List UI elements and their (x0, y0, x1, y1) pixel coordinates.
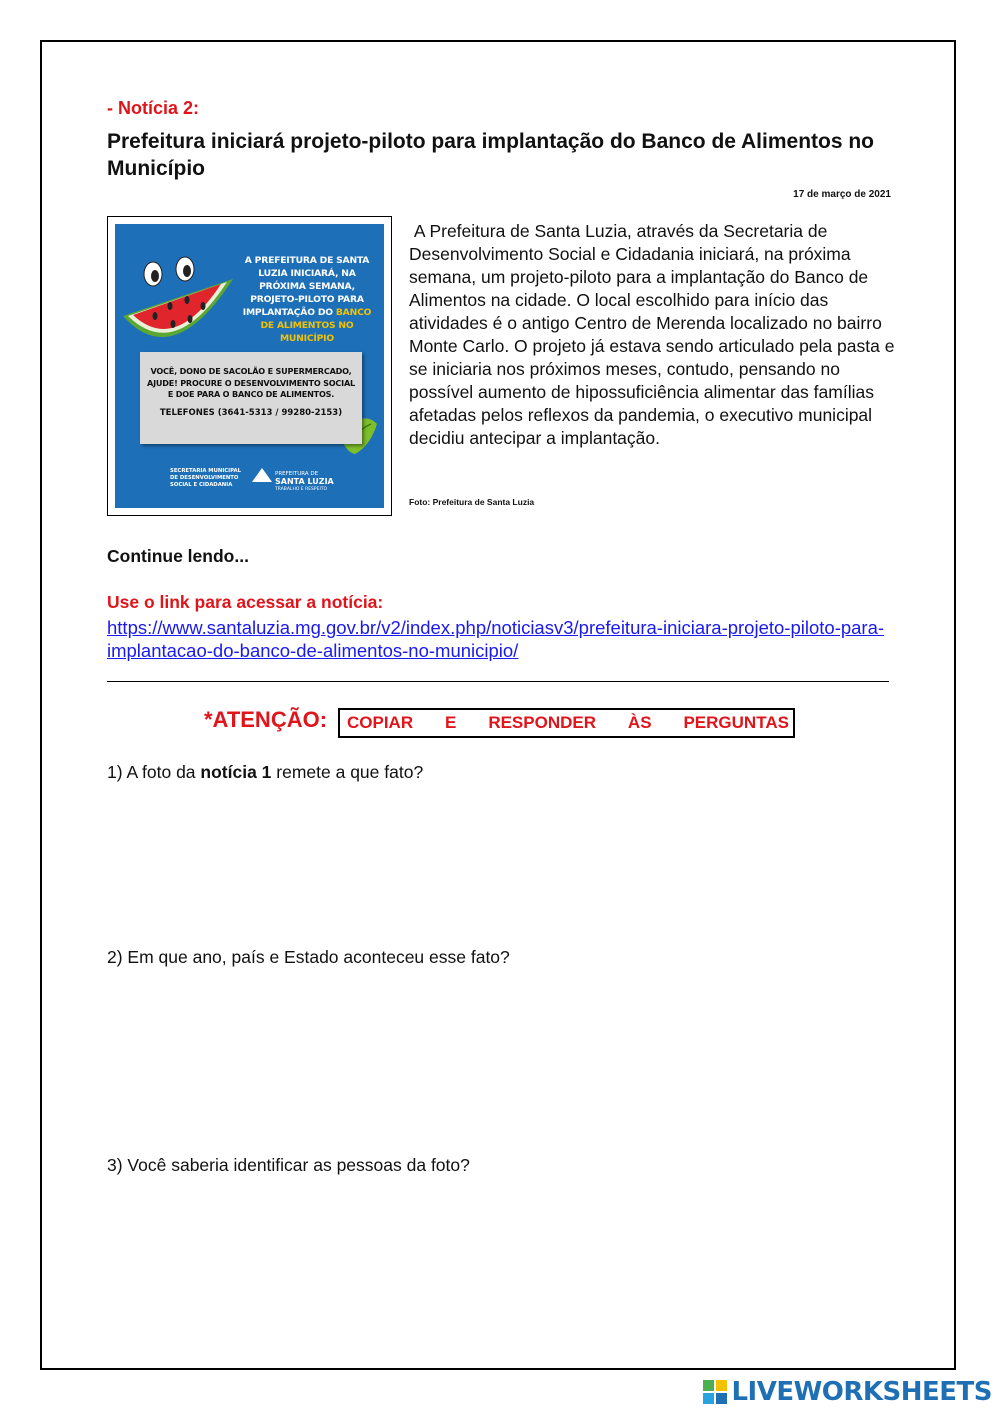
attention-word: PERGUNTAS (683, 713, 789, 732)
watermelon-icon (123, 279, 233, 337)
poster-headline: A PREFEITURA DE SANTA LUZIA INICIARÁ, NA PRÓXIMA SEMANA, PROJETO-PILOTO PARA IMPLANTAÇÃO DO BANCO DE ALIMENTOS NO MUNICÍPIO (242, 255, 372, 344)
poster-phones: TELEFONES (3641-5313 / 99280-2153) (159, 408, 343, 418)
photo-credit: Foto: Prefeitura de Santa Luzia (409, 497, 535, 507)
liveworksheets-badge-icon (703, 1380, 727, 1404)
poster-image (115, 224, 384, 508)
liveworksheets-logo[interactable] (703, 1376, 992, 1408)
question-2: 2) Em que ano, país e Estado aconteceu esse fato? (107, 947, 510, 967)
link-label: Use o link para acessar a notícia: (107, 592, 384, 612)
question-1: 1) A foto da notícia 1 remete a que fato? (107, 762, 424, 782)
divider (107, 681, 889, 682)
attention-word: ÀS (627, 713, 652, 732)
poster-secretaria: SECRETARIA MUNICIPAL DE DESENVOLVIMENTO SOCIAL E CIDADANIA (170, 468, 242, 488)
poster-body: VOCÊ, DONO DE SACOLÃO E SUPERMERCADO, AJUDE! PROCURE O DESENVOLVIMENTO SOCIAL E DOE PARA O BANCO DE ALIMENTOS. (147, 366, 355, 399)
attention-word: COPIAR (347, 713, 414, 732)
news-body: A Prefeitura de Santa Luzia, através da Secretaria de Desenvolvimento Social e Cidadania iniciará, na próxima semana, um projeto-piloto para a implantação do Banco de Alimentos na cidade. O local escolhido para início das atividades é o antigo Centro de Merenda localizado no bairro Monte Carlo. O projeto já estava sendo articulado pela pasta e se iniciaria nos próximos meses, contudo, pensando no possível aumento de hipossuficiência alimentar das famílias afetadas pelos reflexos da pandemia, o executivo municipal decidiu antecipar a implantação. (409, 221, 895, 448)
news-link[interactable]: https://www.santaluzia.mg.gov.br/v2/index.php/noticiasv3/prefeitura-iniciara-projeto-piloto-para-implantacao-do-banco-de-alimentos-no-municipio/ (107, 617, 885, 661)
question-3: 3) Você saberia identificar as pessoas da foto? (107, 1155, 470, 1175)
attention-label: *ATENÇÃO: (204, 707, 328, 732)
news-date: 17 de março de 2021 (793, 189, 891, 200)
continue-reading: Continue lendo... (107, 546, 249, 566)
brand-name: LIVEWORKSHEETS (731, 1377, 992, 1407)
news-headline: Prefeitura iniciará projeto-piloto para implantação do Banco de Alimentos no Município (107, 130, 875, 180)
news-photo (107, 216, 392, 516)
news-label: - Notícia 2: (107, 98, 200, 118)
eyes-icon (144, 257, 194, 286)
attention-instruction (338, 708, 795, 738)
attention-word: RESPONDER (488, 713, 596, 732)
poster-prefeitura: PREFEITURA DE SANTA LUZIA TRABALHO E RESPEITO (275, 471, 334, 492)
attention-word: E (445, 713, 457, 732)
city-logo-icon (252, 468, 272, 482)
